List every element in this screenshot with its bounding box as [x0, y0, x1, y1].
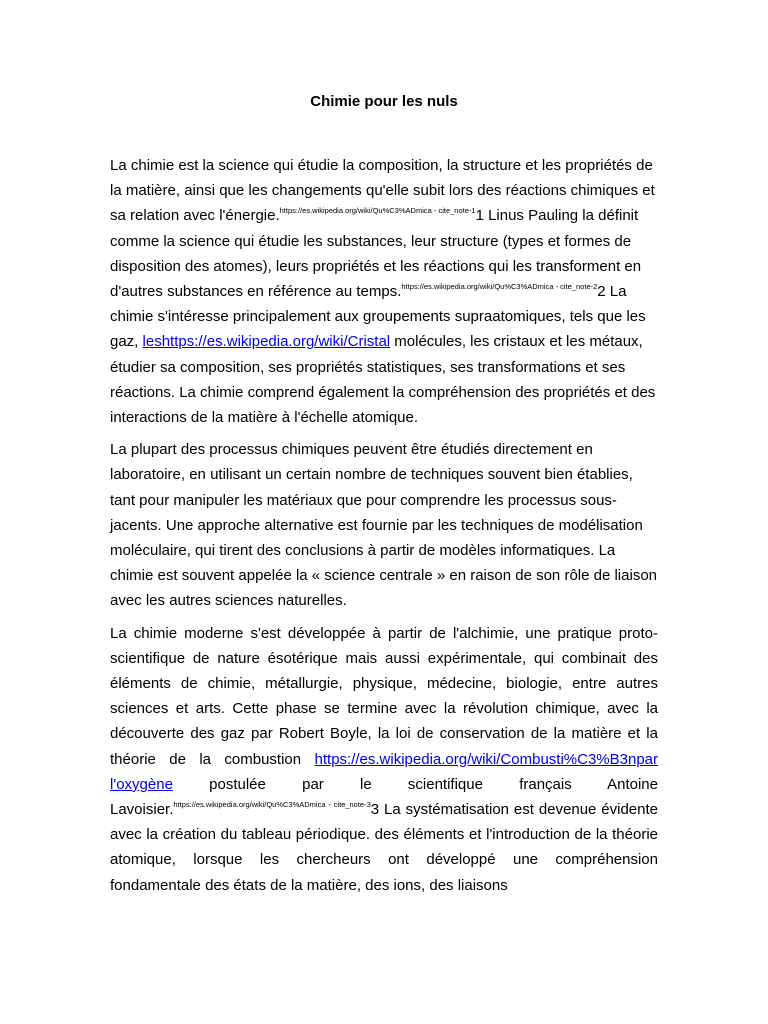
- citation-note-3: https://es.wikipedia.org/wiki/Qu%C3%ADmica - cite_note-3: [173, 800, 371, 810]
- link-cristal[interactable]: leshttps://es.wikipedia.org/wiki/Cristal: [142, 333, 391, 351]
- paragraph-1-text-a: La chimie est la science qui étudie la composition, la structure et les propriétés de la matière, ainsi que les changements qu'elle subit lors des réactions chimiques et sa relation avec l'énergie.: [110, 157, 655, 225]
- paragraph-3: [110, 621, 658, 898]
- link-combustion[interactable]: https://es.wikipedia.org/wiki/Combusti%C3%B3npar l'oxygène: [110, 750, 658, 793]
- paragraph-3-text-a: La chimie moderne s'est développée à partir de l'alchimie, une pratique proto-scientifique de nature ésotérique mais aussi expérimentale, qui combinait des éléments de chimie, métallurgie, physique, médecine, biologie, entre autres sciences et arts. Cette phase se termine avec la révolution chimique, avec la découverte des gaz par Robert Boyle, la loi de conservation de la matière et la théorie de la combustion: [110, 624, 658, 768]
- paragraph-1: [110, 153, 658, 430]
- paragraph-3-text-b: postulée par le scientifique français Antoine Lavoisier.: [110, 775, 658, 819]
- paragraph-1-text-c: 2 La chimie s'intéresse principalement aux groupements supraatomiques, tels que les gaz,: [110, 283, 646, 351]
- paragraph-3-text-c: 3 La systématisation est devenue évidente avec la création du tableau périodique. des éléments et l'introduction de la théorie atomique, lorsque les chercheurs ont développé une compréhension fondamentale des états de la matière, des ions, des liaisons: [110, 801, 658, 894]
- paragraph-2: La plupart des processus chimiques peuvent être étudiés directement en laboratoire, en utilisant un certain nombre de techniques souvent bien établies, tant pour manipuler les matériaux que pour comprendre les processus sous-jacents. Une approche alternative est fournie par les techniques de modélisation moléculaire, qui tirent des conclusions à partir de modèles informatiques. La chimie est souvent appelée la « science centrale » en raison de son rôle de liaison avec les autres sciences naturelles.: [110, 441, 658, 610]
- document-title: Chimie pour les nuls: [310, 93, 458, 110]
- paragraph-1-text-d: molécules, les cristaux et les métaux, étudier sa composition, ses propriétés statistiques, ses transformations et ses réactions. La chimie comprend également la compréhension des propriétés et des interactions de la matière à l'échelle atomique.: [110, 333, 656, 427]
- document-body: [110, 153, 658, 905]
- citation-note-1: https://es.wikipedia.org/wiki/Qu%C3%ADmica - cite_note-1: [279, 206, 476, 216]
- citation-note-2: https://es.wikipedia.org/wiki/Qu%C3%ADmica - cite_note-2: [401, 282, 598, 292]
- paragraph-1-text-b: 1 Linus Pauling la définit comme la science qui étudie les substances, leur structure (types et formes de disposition des atomes), leurs propriétés et les réactions qui les transforment en d'autres substances en référence au temps.: [110, 207, 642, 301]
